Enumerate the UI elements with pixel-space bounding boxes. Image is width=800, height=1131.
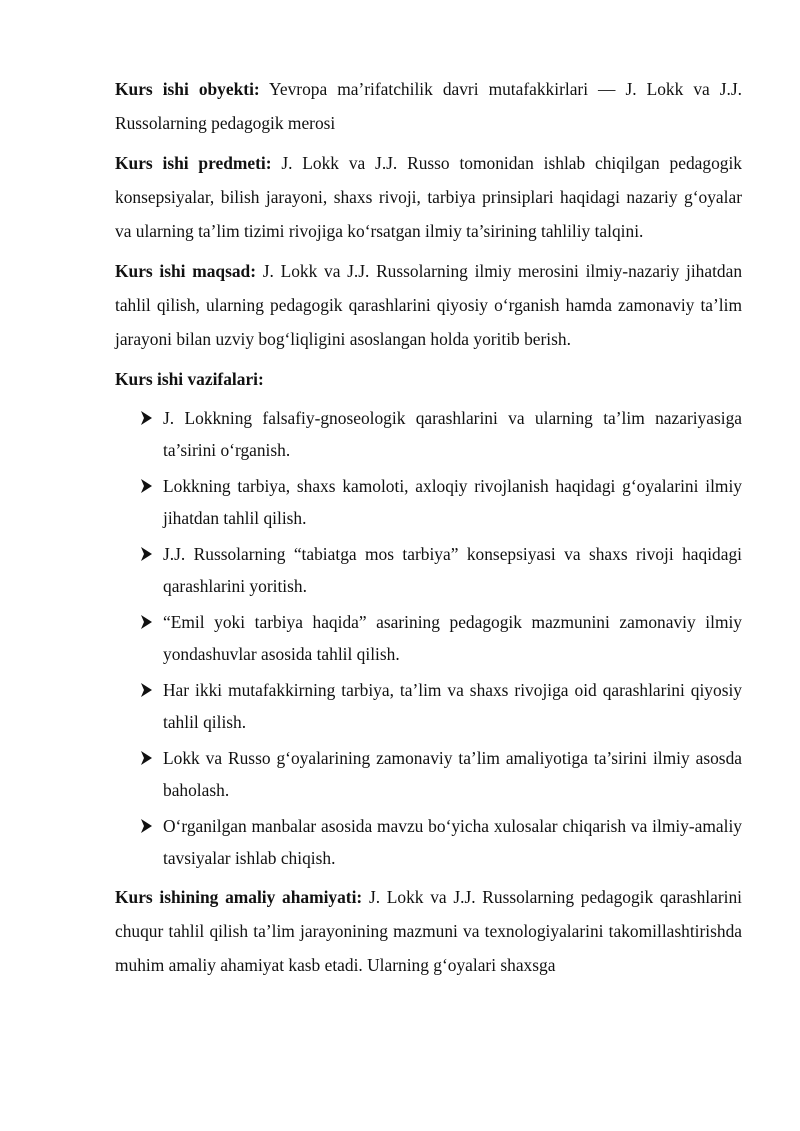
object-label: Kurs ishi obyekti: (115, 79, 260, 99)
list-item (163, 470, 742, 534)
task-text: Lokkning tarbiya, shaxs kamoloti, axloqiy rivojlanish haqidagi g‘oyalarini ilmiy jihatdan tahlil qilish. (163, 476, 742, 528)
subject-text: J. Lokk va J.J. Russo tomonidan ishlab chiqilgan pedagogik konsepsiyalar, bilish jarayoni, shaxs rivoji, tarbiya prinsiplari haqidagi nazariy g‘oyalar va ularning ta’lim tizimi rivojiga ko‘rsatgan ilmiy ta’sirining tahliliy talqini. (115, 153, 742, 241)
tasks-heading-label: Kurs ishi vazifalari: (115, 369, 264, 389)
subject-label: Kurs ishi predmeti: (115, 153, 272, 173)
arrow-bullet-icon (139, 674, 155, 706)
list-item (163, 742, 742, 806)
list-item (163, 402, 742, 466)
arrow-bullet-icon (139, 402, 155, 434)
subject-paragraph (115, 146, 742, 248)
object-paragraph (115, 72, 742, 140)
object-text: Yevropa ma’rifatchilik davri mutafakkirlari — J. Lokk va J.J. Russolarning pedagogik merosi (115, 79, 742, 133)
arrow-bullet-icon (139, 742, 155, 774)
goal-paragraph (115, 254, 742, 356)
goal-label: Kurs ishi maqsad: (115, 261, 257, 281)
arrow-bullet-icon (139, 606, 155, 638)
significance-text: J. Lokk va J.J. Russolarning pedagogik qarashlarini chuqur tahlil qilish ta’lim jarayonining mazmuni va texnologiyalarini takomillashtirishda muhim amaliy ahamiyat kasb etadi. Ularning g‘oyalari shaxsga (115, 887, 743, 975)
arrow-bullet-icon (139, 810, 155, 842)
significance-paragraph (115, 880, 742, 982)
list-item (163, 674, 742, 738)
task-text: Har ikki mutafakkirning tarbiya, ta’lim va shaxs rivojiga oid qarashlarini qiyosiy tahlil qilish. (163, 680, 742, 732)
tasks-list (115, 402, 742, 874)
document-page (115, 72, 742, 988)
goal-text: J. Lokk va J.J. Russolarning ilmiy merosini ilmiy-nazariy jihatdan tahlil qilish, ularning pedagogik qarashlarini qiyosiy o‘rganish hamda zamonaviy ta’lim jarayoni bilan uzviy bog‘liqligini asoslangan holda yoritib berish. (115, 261, 743, 349)
list-item (163, 810, 742, 874)
list-item (163, 538, 742, 602)
task-text: “Emil yoki tarbiya haqida” asarining pedagogik mazmunini zamonaviy ilmiy yondashuvlar asosida tahlil qilish. (163, 612, 742, 664)
list-item (163, 606, 742, 670)
task-text: J. Lokkning falsafiy-gnoseologik qarashlarini va ularning ta’lim nazariyasiga ta’sirini o‘rganish. (163, 408, 742, 460)
arrow-bullet-icon (139, 470, 155, 502)
task-text: Lokk va Russo g‘oyalarining zamonaviy ta’lim amaliyotiga ta’sirini ilmiy asosda baholash. (163, 748, 742, 800)
arrow-bullet-icon (139, 538, 155, 570)
significance-label: Kurs ishining amaliy ahamiyati: (115, 887, 363, 907)
task-text: J.J. Russolarning “tabiatga mos tarbiya” konsepsiyasi va shaxs rivoji haqidagi qarashlarini yoritish. (163, 544, 742, 596)
tasks-heading (115, 362, 742, 396)
task-text: O‘rganilgan manbalar asosida mavzu bo‘yicha xulosalar chiqarish va ilmiy-amaliy tavsiyalar ishlab chiqish. (163, 816, 742, 868)
